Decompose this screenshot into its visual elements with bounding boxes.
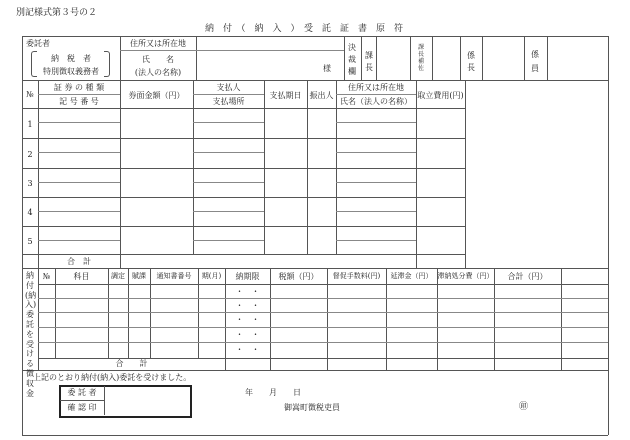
securities-bottom-line: [22, 268, 608, 269]
payer-header: 支払人: [216, 83, 241, 92]
tax-col-tax-amount: 税額（円）: [278, 272, 319, 281]
due-date-header: 支払期日: [269, 91, 302, 100]
tax-total-label: 合 計: [115, 359, 148, 368]
drawer-header: 振出人: [309, 91, 334, 100]
deadline-date-dots: ・ ・: [235, 287, 260, 296]
drawer-name-header: 氏名（法人の名称）: [340, 97, 412, 106]
section-chief-label: 課長: [365, 51, 373, 72]
row-number: 5: [27, 237, 33, 246]
tax-col-deadline: 納期限: [235, 272, 260, 281]
tax-col-period: 期(月): [201, 272, 222, 280]
pay-place-header: 支払場所: [212, 97, 245, 106]
collection-fee-header: 取立費用(円): [417, 91, 464, 100]
entrustor-box-label: 委 託 者: [67, 388, 97, 397]
approval-label: 決裁欄: [348, 43, 356, 76]
face-amount-header: 券面金額（円）: [128, 91, 185, 100]
collection-side-label: 納付(納入)委託を受ける徴収金: [25, 271, 37, 398]
deputy-label: 課長補佐: [417, 44, 424, 72]
confirm-seal-label: 確 認 印: [67, 403, 97, 412]
frame-left: [22, 36, 23, 370]
tax-col-late-fee: 延滞金（円）: [390, 272, 433, 280]
row-number: 2: [27, 150, 33, 159]
staff-label: 係員: [531, 50, 539, 73]
bracket-right: [104, 51, 110, 77]
sama-label: 様: [323, 64, 331, 73]
deadline-date-dots: ・ ・: [235, 301, 260, 310]
frame-bottom: [22, 370, 608, 371]
special-collector-label: 特別徴収義務者: [43, 67, 99, 76]
securities-code-header: 記 号 番 号: [59, 97, 99, 106]
deadline-date-dots: ・ ・: [235, 330, 260, 339]
footer-bottom-line: [22, 435, 608, 436]
entrustor-label: 委託者: [26, 39, 50, 48]
header-bottom-line: [22, 80, 608, 81]
deadline-date-dots: ・ ・: [235, 315, 260, 324]
tax-official-label: 御嵩町徴税吏員: [284, 403, 340, 412]
tax-col-item: 科目: [73, 272, 90, 281]
bracket-left: [31, 51, 37, 77]
taxpayer-label: 納 税 者: [51, 54, 91, 63]
tax-col-levy: 賦課: [132, 272, 146, 280]
securities-type-header: 証 券 の 種 類: [53, 83, 105, 92]
row-number: 3: [27, 179, 33, 188]
seal-mark: ㊞: [519, 402, 529, 412]
frame-right: [608, 36, 609, 370]
frame-top: [22, 36, 608, 37]
tax-col-reminder-fee: 督促手数料(円): [332, 272, 381, 280]
securities-total-label: 合 計: [67, 257, 91, 266]
chief-label: 係長: [467, 51, 475, 72]
row-number: 4: [27, 208, 33, 217]
address-label: 住所又は所在地: [130, 39, 186, 48]
row-number: 1: [27, 120, 33, 129]
tax-col-total: 合計（円）: [507, 272, 548, 281]
tax-col-notice-no: 通知書番号: [156, 272, 192, 280]
tax-col-disposal-fee: 滞納処分費（円）: [437, 272, 494, 280]
receipt-date: 年 月 日: [245, 388, 301, 397]
tax-col-assessment: 調定: [111, 272, 125, 280]
form-label: 別記様式第３号の２: [16, 8, 98, 18]
name-label: 氏 名: [142, 55, 174, 64]
tax-col-no: №: [42, 272, 51, 281]
deadline-date-dots: ・ ・: [235, 345, 260, 354]
drawer-address-header: 住所又は所在地: [348, 83, 404, 92]
document-title: 納 付 （ 納 入 ） 受 託 証 書 原 符: [205, 24, 404, 34]
receipt-statement: 上記のとおり納付(納入)委託を受けました。: [33, 373, 192, 382]
securities-no-header: №: [26, 90, 34, 99]
corp-name-label: (法人の名称): [134, 68, 182, 77]
